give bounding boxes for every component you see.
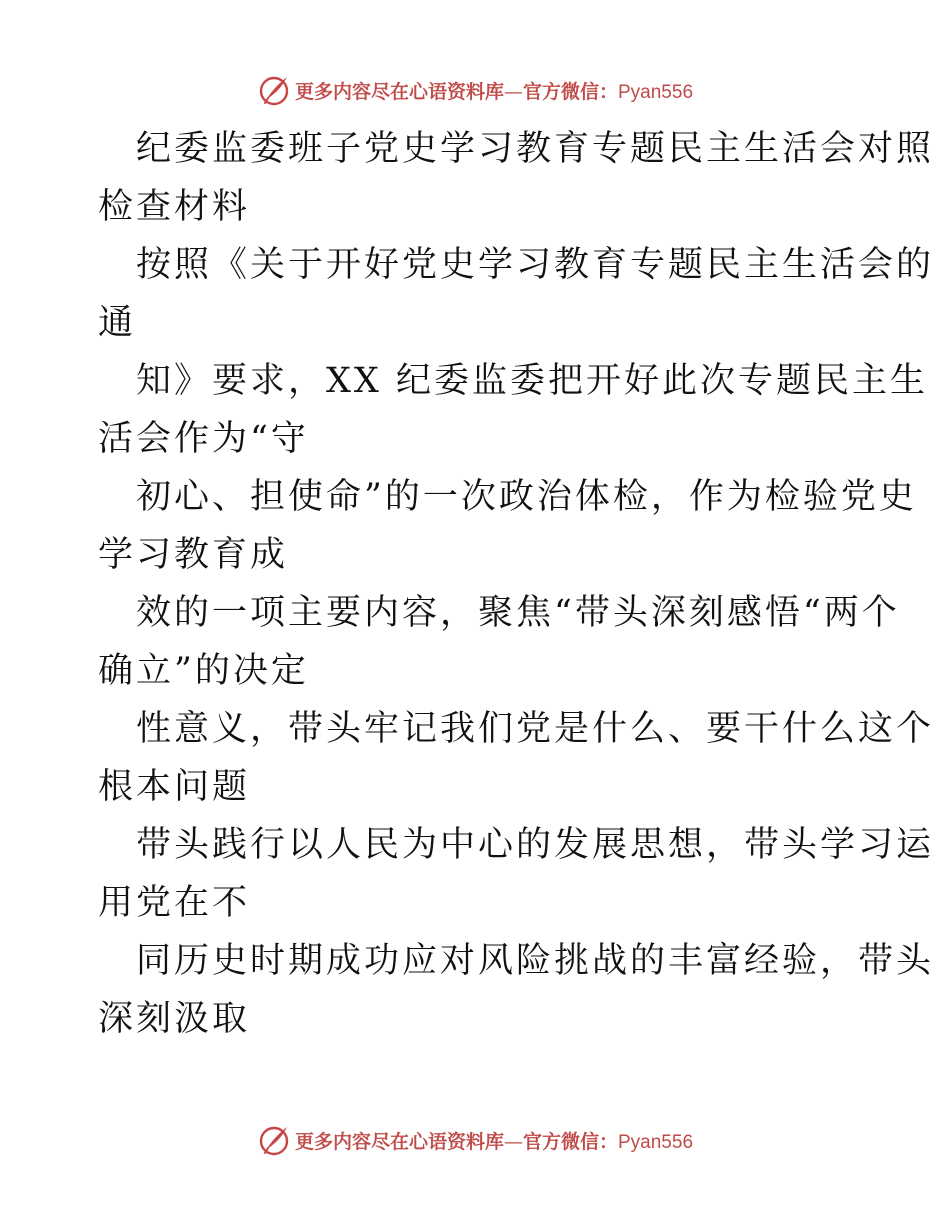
paragraph-line: 根本问题 — [98, 767, 251, 807]
paragraph-line: 同历史时期成功应对风险挑战的丰富经验，带头 — [136, 941, 935, 981]
paragraph — [98, 468, 917, 584]
paragraph-line: 学习教育成 — [98, 535, 289, 575]
footer-banner-text — [295, 1127, 693, 1154]
paragraph-line: 深刻汲取 — [98, 999, 251, 1039]
paragraph — [98, 816, 935, 932]
paragraph-line: 用党在不 — [98, 883, 251, 923]
paragraph-line: 通 — [98, 303, 137, 343]
paragraph-line: 性意义，带头牢记我们党是什么、要干什么这个 — [136, 709, 935, 749]
paragraph — [98, 700, 935, 816]
header-site-name: 更多内容尽在心语资料库 — [294, 80, 504, 103]
footer-wechat-id: Pyan556 — [618, 1131, 694, 1153]
paragraph-line: 确立”的决定 — [98, 651, 309, 691]
header-dash: — — [503, 80, 523, 103]
paragraph-line: 带头践行以人民为中心的发展思想，带头学习运 — [136, 825, 935, 865]
paragraph-line: 初心、担使命”的一次政治体检，作为检验党史 — [136, 477, 917, 517]
paragraph — [98, 120, 935, 236]
footer-banner — [0, 1120, 950, 1160]
header-banner — [0, 70, 950, 110]
paragraph — [98, 352, 928, 468]
footer-wechat-label: 官方微信： — [522, 1130, 618, 1153]
footer-site-name: 更多内容尽在心语资料库 — [294, 1130, 504, 1153]
paragraph — [98, 236, 935, 352]
header-wechat-label: 官方微信： — [522, 80, 618, 103]
paragraph-line: 效的一项主要内容，聚焦“带头深刻感悟“两个 — [136, 593, 900, 633]
header-wechat-id: Pyan556 — [618, 81, 694, 103]
paragraph — [98, 584, 900, 700]
paragraph — [98, 932, 935, 1048]
paragraph-line: 活会作为“守 — [98, 419, 309, 459]
quill-pen-logo-icon — [257, 1123, 291, 1157]
header-banner-text — [295, 77, 693, 104]
paragraph-line: 知》要求，XX 纪委监委把开好此次专题民主生 — [136, 361, 928, 401]
footer-dash: — — [503, 1130, 523, 1153]
paragraph-line: 按照《关于开好党史学习教育专题民主生活会的 — [136, 245, 935, 285]
document-title-line-2: 检查材料 — [98, 187, 251, 227]
document-body — [98, 120, 935, 1048]
quill-pen-logo-icon — [257, 73, 291, 107]
document-title-line-1: 纪委监委班子党史学习教育专题民主生活会对照 — [136, 129, 935, 169]
